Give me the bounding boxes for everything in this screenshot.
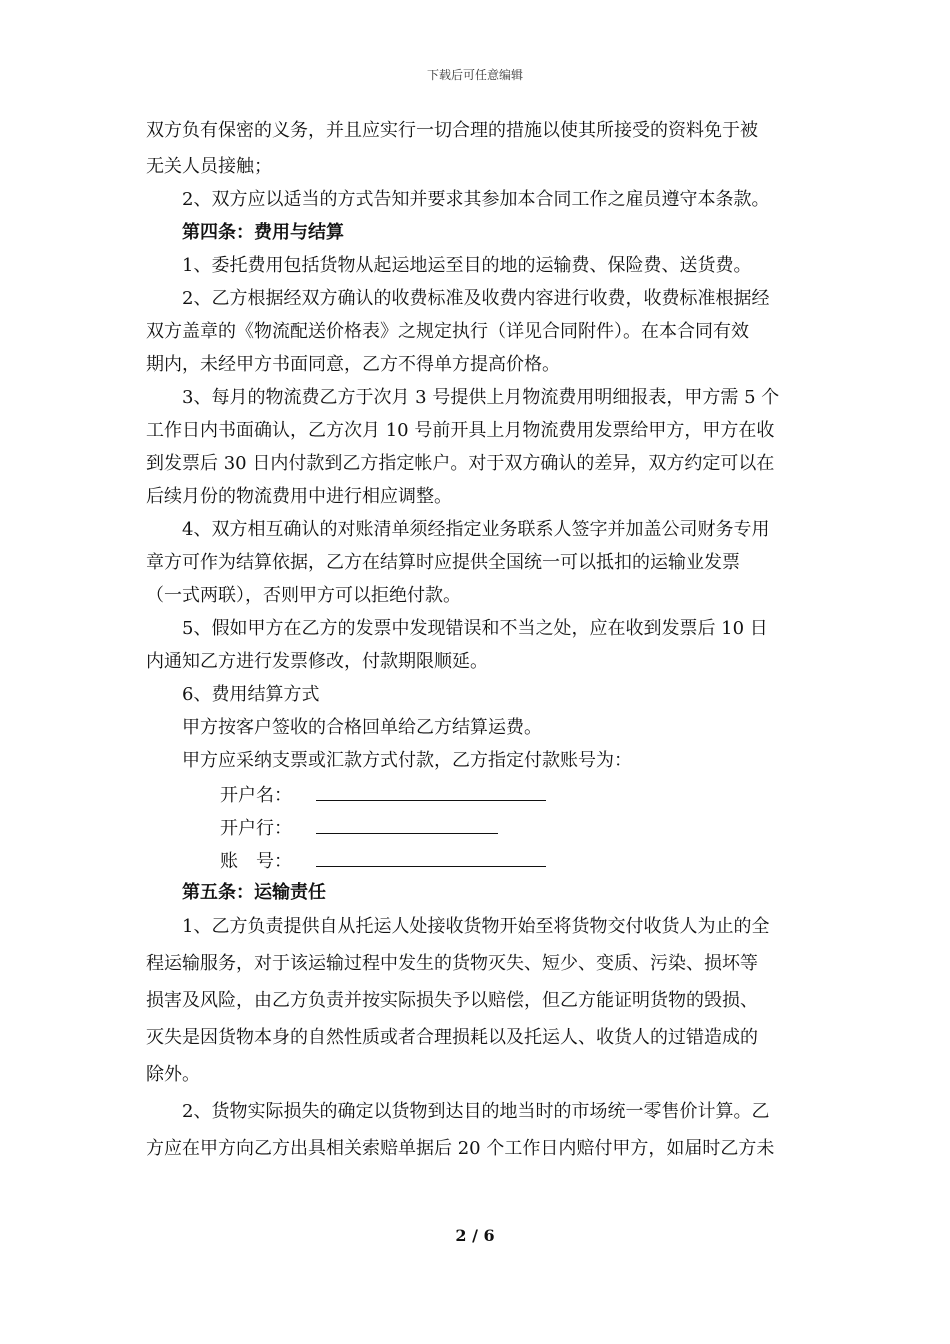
fill-in-line[interactable] [316, 815, 498, 834]
field-label: 开户行： [220, 818, 292, 839]
body-line: 工作日内书面确认，乙方次月 10 号前开具上月物流费用发票给甲方，甲方在收 [146, 420, 775, 441]
page-number: 2 / 6 [455, 1226, 495, 1245]
body-line: 后续月份的物流费用中进行相应调整。 [146, 486, 452, 507]
body-line: 1、乙方负责提供自从托运人处接收货物开始至将货物交付收货人为止的全 [182, 916, 770, 937]
body-line: 双方负有保密的义务，并且应实行一切合理的措施以使其所接受的资料免于被 [146, 120, 758, 141]
section-heading: 第四条：费用与结算 [182, 222, 344, 243]
bank-field [220, 815, 498, 841]
section-heading: 第五条：运输责任 [182, 882, 326, 903]
body-line: 方应在甲方向乙方出具相关索赔单据后 20 个工作日内赔付甲方，如届时乙方未 [146, 1138, 775, 1159]
body-line: 2、货物实际损失的确定以货物到达目的地当时的市场统一零售价计算。乙 [182, 1101, 770, 1122]
body-line: 3、每月的物流费乙方于次月 3 号提供上月物流费用明细报表，甲方需 5 个 [182, 387, 780, 408]
field-label: 开户名： [220, 785, 292, 806]
body-line: 到发票后 30 日内付款到乙方指定帐户。对于双方确认的差异，双方约定可以在 [146, 453, 775, 474]
body-line: 双方盖章的《物流配送价格表》之规定执行（详见合同附件）。在本合同有效 [146, 321, 749, 342]
account-number-field [220, 848, 546, 874]
fill-in-line[interactable] [316, 848, 546, 867]
body-line: 2、乙方根据经双方确认的收费标准及收费内容进行收费，收费标准根据经 [182, 288, 770, 309]
body-line: 甲方按客户签收的合格回单给乙方结算运费。 [182, 717, 542, 738]
body-line: 5、假如甲方在乙方的发票中发现错误和不当之处，应在收到发票后 10 日 [182, 618, 768, 639]
body-line: 损害及风险，由乙方负责并按实际损失予以赔偿，但乙方能证明货物的毁损、 [146, 990, 758, 1011]
body-line: 6、费用结算方式 [182, 684, 320, 705]
body-line: 除外。 [146, 1064, 200, 1085]
body-line: 章方可作为结算依据，乙方在结算时应提供全国统一可以抵扣的运输业发票 [146, 552, 740, 573]
body-line: 程运输服务，对于该运输过程中发生的货物灭失、短少、变质、污染、损坏等 [146, 953, 758, 974]
body-line: 期内，未经甲方书面同意，乙方不得单方提高价格。 [146, 354, 560, 375]
body-line: 4、双方相互确认的对账清单须经指定业务联系人签字并加盖公司财务专用 [182, 519, 770, 540]
body-line: 无关人员接触； [146, 156, 272, 177]
body-line: 内通知乙方进行发票修改，付款期限顺延。 [146, 651, 488, 672]
fill-in-line[interactable] [316, 782, 546, 801]
download-note: 下载后可任意编辑 [426, 68, 523, 82]
body-line: 2、双方应以适当的方式告知并要求其参加本合同工作之雇员遵守本条款。 [182, 189, 770, 210]
body-line: 甲方应采纳支票或汇款方式付款，乙方指定付款账号为： [182, 750, 632, 771]
account-name-field [220, 782, 546, 808]
body-line: 1、委托费用包括货物从起运地运至目的地的运输费、保险费、送货费。 [182, 255, 752, 276]
body-line: （一式两联），否则甲方可以拒绝付款。 [146, 585, 461, 606]
body-line: 灭失是因货物本身的自然性质或者合理损耗以及托运人、收货人的过错造成的 [146, 1027, 758, 1048]
field-label: 账 号： [220, 851, 292, 872]
